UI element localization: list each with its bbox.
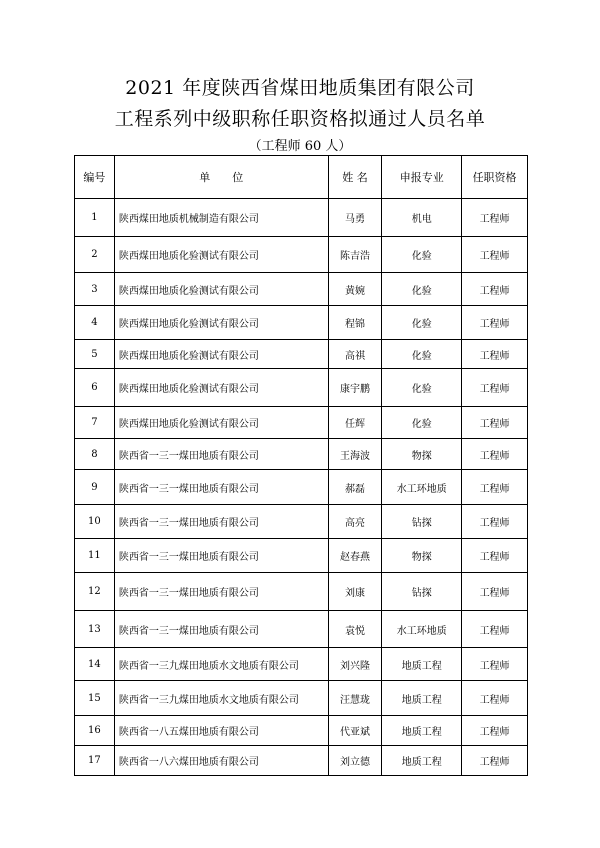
cell-name: 代亚斌 — [328, 716, 382, 746]
cell-unit: 陕西省一八六煤田地质有限公司 — [114, 746, 328, 776]
cell-qualification: 工程师 — [462, 369, 528, 407]
cell-major: 物探 — [382, 539, 462, 573]
cell-major: 地质工程 — [382, 716, 462, 746]
cell-name: 刘立德 — [328, 746, 382, 776]
cell-major: 机电 — [382, 199, 462, 237]
cell-major: 化验 — [382, 237, 462, 273]
cell-qualification: 工程师 — [462, 611, 528, 648]
cell-name: 任辉 — [328, 407, 382, 439]
cell-major: 物探 — [382, 439, 462, 470]
cell-number: 4 — [75, 306, 115, 340]
cell-name: 刘兴隆 — [328, 648, 382, 681]
table-row — [75, 746, 528, 776]
cell-major: 化验 — [382, 369, 462, 407]
cell-name: 康宇鹏 — [328, 369, 382, 407]
cell-unit: 陕西省一三一煤田地质有限公司 — [114, 470, 328, 505]
cell-unit: 陕西省一三九煤田地质水文地质有限公司 — [114, 648, 328, 681]
header-name: 姓 名 — [328, 156, 382, 199]
cell-unit: 陕西省一三一煤田地质有限公司 — [114, 505, 328, 539]
cell-number: 10 — [75, 505, 115, 539]
cell-name: 王海波 — [328, 439, 382, 470]
table-header-row — [75, 156, 528, 199]
table-row — [75, 648, 528, 681]
table-row — [75, 505, 528, 539]
cell-number: 11 — [75, 539, 115, 573]
table-row — [75, 470, 528, 505]
cell-number: 5 — [75, 340, 115, 369]
cell-qualification: 工程师 — [462, 439, 528, 470]
cell-number: 9 — [75, 470, 115, 505]
cell-number: 3 — [75, 273, 115, 306]
header-qualification: 任职资格 — [462, 156, 528, 199]
table-row — [75, 611, 528, 648]
cell-unit: 陕西煤田地质化验测试有限公司 — [114, 306, 328, 340]
document-subtitle: （工程师 60 人） — [248, 139, 352, 154]
cell-major: 化验 — [382, 273, 462, 306]
cell-name: 马勇 — [328, 199, 382, 237]
cell-unit: 陕西省一八五煤田地质有限公司 — [114, 716, 328, 746]
cell-unit: 陕西煤田地质化验测试有限公司 — [114, 237, 328, 273]
cell-major: 化验 — [382, 306, 462, 340]
cell-name: 程锦 — [328, 306, 382, 340]
cell-number: 2 — [75, 237, 115, 273]
cell-qualification: 工程师 — [462, 273, 528, 306]
cell-unit: 陕西省一三一煤田地质有限公司 — [114, 539, 328, 573]
table-row — [75, 681, 528, 716]
cell-number: 12 — [75, 573, 115, 611]
cell-major: 化验 — [382, 340, 462, 369]
cell-qualification: 工程师 — [462, 681, 528, 716]
cell-name: 黄婉 — [328, 273, 382, 306]
cell-major: 地质工程 — [382, 681, 462, 716]
cell-qualification: 工程师 — [462, 505, 528, 539]
cell-qualification: 工程师 — [462, 306, 528, 340]
cell-major: 化验 — [382, 407, 462, 439]
header-number: 编号 — [75, 156, 115, 199]
cell-qualification: 工程师 — [462, 340, 528, 369]
cell-unit: 陕西省一三九煤田地质水文地质有限公司 — [114, 681, 328, 716]
cell-number: 15 — [75, 681, 115, 716]
table-row — [75, 340, 528, 369]
cell-unit: 陕西省一三一煤田地质有限公司 — [114, 573, 328, 611]
cell-major: 水工环地质 — [382, 611, 462, 648]
table-row — [75, 407, 528, 439]
table-row — [75, 237, 528, 273]
cell-unit: 陕西省一三一煤田地质有限公司 — [114, 611, 328, 648]
table-row — [75, 273, 528, 306]
cell-qualification: 工程师 — [462, 573, 528, 611]
cell-qualification: 工程师 — [462, 746, 528, 776]
cell-unit: 陕西煤田地质化验测试有限公司 — [114, 407, 328, 439]
cell-number: 16 — [75, 716, 115, 746]
cell-unit: 陕西煤田地质机械制造有限公司 — [114, 199, 328, 237]
cell-major: 地质工程 — [382, 746, 462, 776]
cell-unit: 陕西省一三一煤田地质有限公司 — [114, 439, 328, 470]
cell-number: 14 — [75, 648, 115, 681]
cell-number: 7 — [75, 407, 115, 439]
cell-number: 17 — [75, 746, 115, 776]
table-row — [75, 539, 528, 573]
cell-unit: 陕西煤田地质化验测试有限公司 — [114, 273, 328, 306]
header-unit: 单 位 — [114, 156, 328, 199]
cell-number: 13 — [75, 611, 115, 648]
cell-qualification: 工程师 — [462, 539, 528, 573]
cell-major: 钻探 — [382, 505, 462, 539]
cell-number: 1 — [75, 199, 115, 237]
cell-name: 陈吉浩 — [328, 237, 382, 273]
cell-unit: 陕西煤田地质化验测试有限公司 — [114, 369, 328, 407]
cell-name: 高祺 — [328, 340, 382, 369]
table-row — [75, 306, 528, 340]
cell-name: 高亮 — [328, 505, 382, 539]
cell-name: 郝磊 — [328, 470, 382, 505]
table-row — [75, 369, 528, 407]
cell-number: 8 — [75, 439, 115, 470]
roster-table — [74, 155, 528, 776]
cell-unit: 陕西煤田地质化验测试有限公司 — [114, 340, 328, 369]
document-title-line1: 2021 年度陕西省煤田地质集团有限公司 — [125, 77, 475, 99]
table-row — [75, 439, 528, 470]
table-row — [75, 716, 528, 746]
table-row — [75, 199, 528, 237]
cell-name: 袁悦 — [328, 611, 382, 648]
cell-qualification: 工程师 — [462, 648, 528, 681]
cell-major: 钻探 — [382, 573, 462, 611]
cell-major: 地质工程 — [382, 648, 462, 681]
cell-qualification: 工程师 — [462, 237, 528, 273]
table-row — [75, 573, 528, 611]
cell-qualification: 工程师 — [462, 470, 528, 505]
cell-qualification: 工程师 — [462, 716, 528, 746]
cell-qualification: 工程师 — [462, 407, 528, 439]
cell-major: 水工环地质 — [382, 470, 462, 505]
cell-qualification: 工程师 — [462, 199, 528, 237]
cell-name: 赵春燕 — [328, 539, 382, 573]
cell-name: 刘康 — [328, 573, 382, 611]
header-major: 申报专业 — [382, 156, 462, 199]
document-title-line2: 工程系列中级职称任职资格拟通过人员名单 — [114, 108, 486, 130]
cell-name: 汪慧珑 — [328, 681, 382, 716]
cell-number: 6 — [75, 369, 115, 407]
